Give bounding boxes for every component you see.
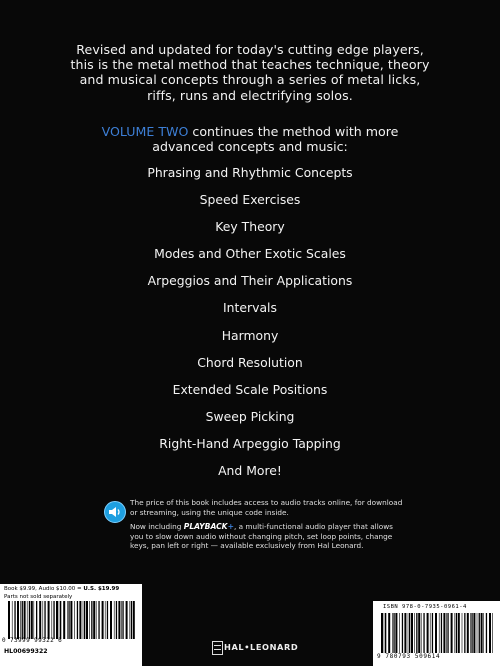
audio-note — [130, 498, 420, 556]
parts-note: Parts not sold separately — [4, 594, 73, 600]
upc-number: 0 73999 99322 6 — [2, 637, 63, 644]
note-line — [130, 522, 420, 532]
intro-line: riffs, runs and electrifying solos. — [147, 87, 353, 103]
note-text: Now including — [130, 522, 184, 532]
ean-number: 9 780793 509614 — [377, 653, 441, 660]
ean-barcode — [379, 613, 496, 653]
feature-item: Extended Scale Positions — [172, 381, 328, 397]
price-box — [0, 584, 142, 666]
isbn-box — [373, 601, 500, 666]
isbn-number: ISBN 978-0-7935-0961-4 — [383, 604, 467, 610]
intro-line: this is the metal method that teaches technique, theory — [70, 57, 430, 73]
feature-item: Speed Exercises — [199, 192, 301, 208]
volume-title: VOLUME TWO — [101, 124, 189, 139]
publisher-logo — [212, 638, 299, 660]
note-text: , a multi-functional audio player that allows — [233, 522, 393, 532]
feature-item: Modes and Other Exotic Scales — [154, 246, 346, 262]
feature-item: Phrasing and Rhythmic Concepts — [147, 165, 353, 180]
feature-item: Sweep Picking — [205, 408, 295, 424]
feature-item: Harmony — [221, 327, 279, 343]
volume-line: advanced concepts and music: — [152, 139, 348, 155]
feature-list — [0, 165, 500, 490]
intro-line: and musical concepts through a series of metal licks, — [79, 72, 421, 88]
note-line: The price of this book includes access to audio tracks online, for download — [130, 498, 403, 507]
note-line: keys, pan left or right — available exclusively from Hal Leonard. — [130, 541, 364, 551]
upc-barcode — [6, 601, 136, 639]
logo-text: HAL•LEONARD — [224, 642, 299, 652]
note-line: you to slow down audio without changing pitch, set loop points, change — [130, 531, 393, 541]
volume-text: continues the method with more — [188, 124, 399, 139]
total-price: U.S. $19.99 — [83, 586, 120, 592]
playback-logo: PLAYBACK+ — [183, 522, 234, 532]
price-line: Book $9.99, Audio $10.00 = U.S. $19.99 — [4, 586, 120, 592]
intro-paragraph — [60, 42, 440, 103]
intro-line: Revised and updated for today's cutting edge players, — [76, 42, 424, 57]
feature-item: Arpeggios and Their Applications — [147, 273, 353, 289]
volume-line — [60, 124, 440, 139]
speaker-icon — [104, 501, 126, 523]
feature-item: Key Theory — [215, 219, 285, 235]
feature-item: Intervals — [223, 300, 277, 316]
logo-mark-icon — [212, 641, 223, 655]
note-line: or streaming, using the unique code inside. — [130, 507, 289, 517]
feature-item: Right-Hand Arpeggio Tapping — [159, 435, 341, 451]
product-code: HL00699322 — [4, 648, 48, 655]
volume-paragraph — [60, 124, 440, 154]
feature-item: Chord Resolution — [197, 354, 303, 370]
feature-item: And More! — [218, 463, 282, 479]
